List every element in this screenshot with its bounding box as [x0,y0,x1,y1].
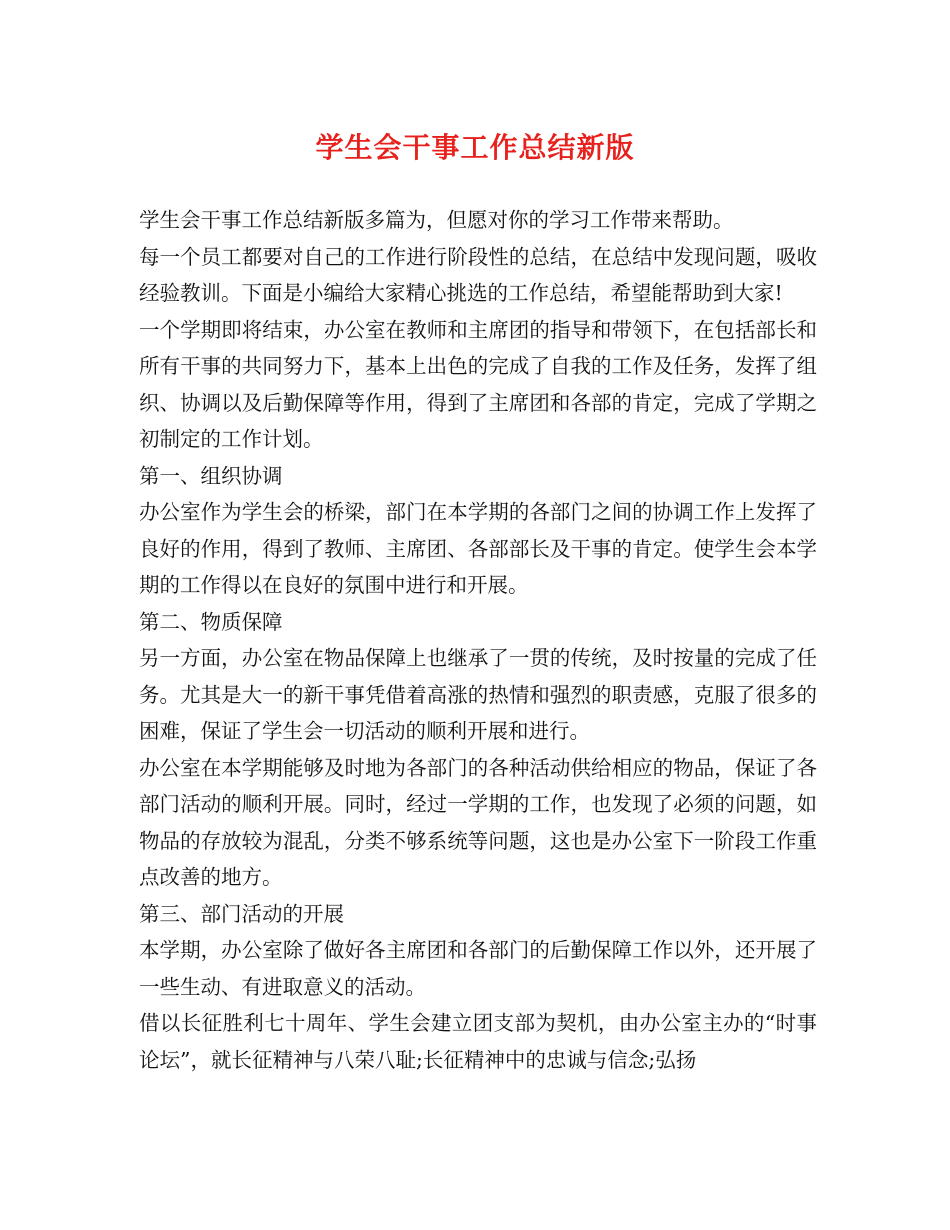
supplies-paragraph: 办公室在本学期能够及时地为各部门的各种活动供给相应的物品，保证了各部门活动的顺利开展。同时，经过一学期的工作，也发现了必须的问题，如物品的存放较为混乱，分类不够系统等问题，这也是办公室下一阶段工作重点改善的地方。 [139,755,817,889]
section-heading-coordination: 第一、组织协调 [139,463,283,488]
coordination-paragraph: 办公室作为学生会的桥梁，部门在本学期的各部门之间的协调工作上发挥了良好的作用，得到了教师、主席团、各部部长及干事的肯定。使学生会本学期的工作得以在良好的氛围中进行和开展。 [139,500,817,597]
activities-paragraph: 本学期，办公室除了做好各主席团和各部门的后勤保障工作以外，还开展了一些生动、有进取意义的活动。 [139,938,817,999]
document-title: 学生会干事工作总结新版 [315,131,635,164]
intro-paragraph: 学生会干事工作总结新版多篇为，但愿对你的学习工作带来帮助。 [139,208,734,232]
document-body [139,202,817,1078]
section-heading-activities: 第三、部门活动的开展 [139,901,344,926]
forum-paragraph: 借以长征胜利七十周年、学生会建立团支部为契机，由办公室主办的“时事论坛”，就长征精神与八荣八耻;长征精神中的忠诚与信念;弘扬 [139,1011,817,1072]
material-support-paragraph: 另一方面，办公室在物品保障上也继承了一贯的传统，及时按量的完成了任务。尤其是大一的新干事凭借着高涨的热情和强烈的职责感，克服了很多的困难，保证了学生会一切活动的顺利开展和进行。 [139,646,817,743]
preface-paragraph: 每一个员工都要对自己的工作进行阶段性的总结，在总结中发现问题，吸收经验教训。下面是小编给大家精心挑选的工作总结，希望能帮助到大家! [139,244,817,305]
section-heading-material-support: 第二、物质保障 [139,609,283,634]
overview-paragraph: 一个学期即将结束，办公室在教师和主席团的指导和带领下，在包括部长和所有干事的共同努力下，基本上出色的完成了自我的工作及任务，发挥了组织、协调以及后勤保障等作用，得到了主席团和各部的肯定，完成了学期之初制定的工作计划。 [139,317,817,451]
